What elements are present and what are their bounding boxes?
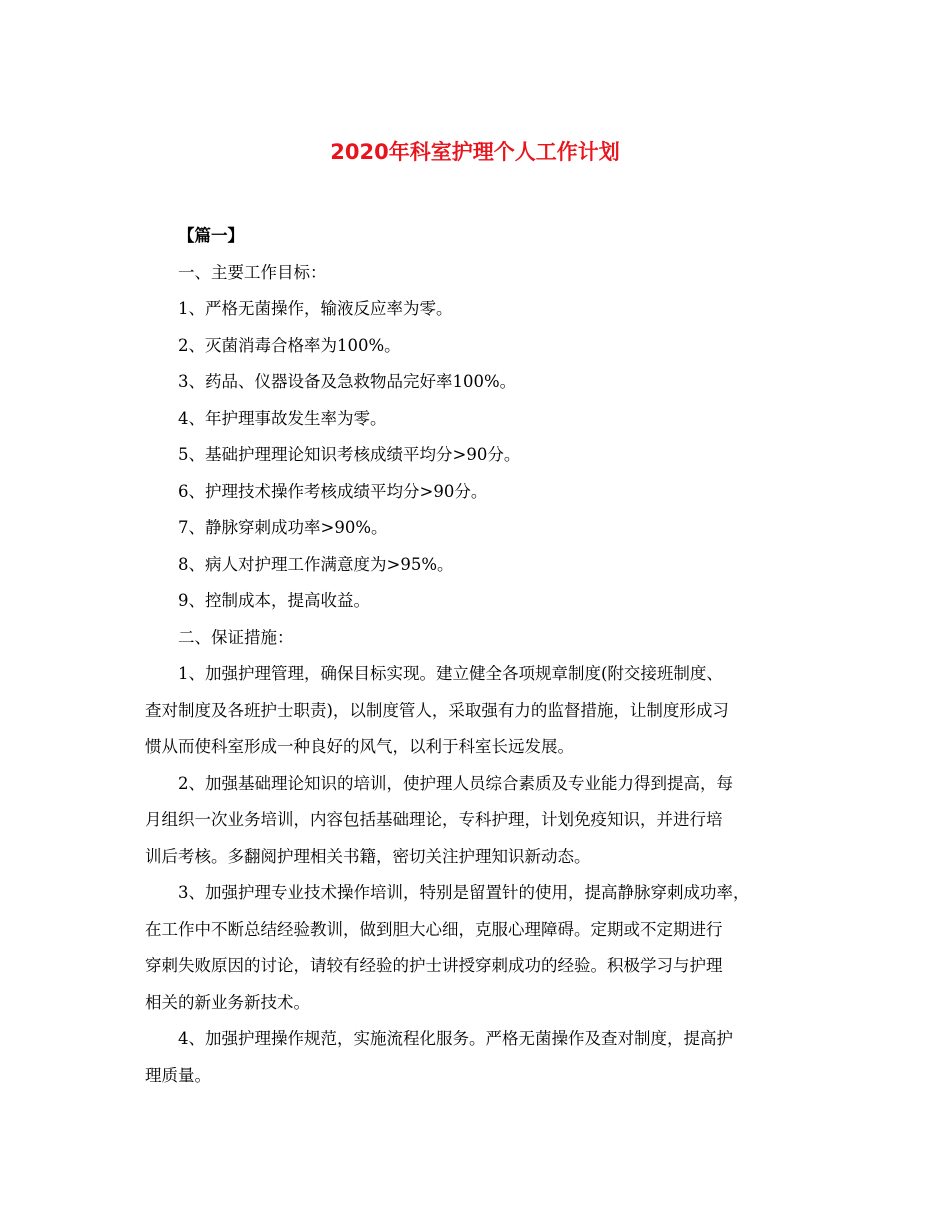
paragraph-line: 穿刺失败原因的讨论，请较有经验的护士讲授穿刺成功的经验。积极学习与护理 bbox=[145, 956, 723, 975]
goal-item: 9、控制成本，提高收益。 bbox=[178, 591, 370, 610]
goal-item: 8、病人对护理工作满意度为>95%。 bbox=[178, 554, 454, 574]
goal-item: 1、严格无菌操作，输液反应率为零。 bbox=[178, 299, 453, 318]
paragraph-line: 训后考核。多翻阅护理相关书籍，密切关注护理知识新动态。 bbox=[145, 846, 591, 866]
paragraph-line: 1、加强护理管理，确保目标实现。建立健全各项规章制度(附交接班制度、 bbox=[178, 664, 723, 683]
paragraph-line: 2、加强基础理论知识的培训，使护理人员综合素质及专业能力得到提高，每 bbox=[178, 773, 733, 793]
goal-item: 5、基础护理理论知识考核成绩平均分>90分。 bbox=[178, 445, 521, 464]
goal-item: 4、年护理事故发生率为零。 bbox=[178, 408, 387, 428]
paragraph-line: 月组织一次业务培训，内容包括基础理论，专科护理，计划免疫知识，并进行培 bbox=[145, 810, 723, 829]
paragraph-line: 查对制度及各班护士职责)，以制度管人，采取强有力的监督措施，让制度形成习 bbox=[145, 700, 729, 720]
goal-item: 7、静脉穿刺成功率>90%。 bbox=[178, 518, 388, 537]
measure-paragraph-1 bbox=[145, 656, 810, 766]
goals-list bbox=[145, 291, 810, 620]
paragraph-line: 4、加强护理操作规范，实施流程化服务。严格无菌操作及查对制度，提高护 bbox=[178, 1029, 733, 1048]
paragraph-line: 相关的新业务新技术。 bbox=[145, 992, 310, 1012]
heading-goals: 一、主要工作目标： bbox=[178, 262, 327, 282]
goal-item: 6、护理技术操作考核成绩平均分>90分。 bbox=[178, 481, 488, 501]
paragraph-line: 理质量。 bbox=[145, 1065, 211, 1085]
paragraph-line: 惯从而使科室形成一种良好的风气，以利于科室长远发展。 bbox=[145, 737, 574, 756]
document-body bbox=[145, 218, 810, 1094]
section-tag: 【篇一】 bbox=[178, 226, 244, 245]
measure-paragraph-2 bbox=[145, 766, 810, 876]
goal-item: 3、药品、仪器设备及急救物品完好率100%。 bbox=[178, 372, 517, 391]
paragraph-line: 3、加强护理专业技术操作培训，特别是留置针的使用，提高静脉穿刺成功率， bbox=[178, 883, 750, 902]
document-title: 2020年科室护理个人工作计划 bbox=[330, 140, 620, 164]
goal-item: 2、灭菌消毒合格率为100%。 bbox=[178, 335, 401, 355]
heading-measures: 二、保证措施： bbox=[178, 627, 294, 647]
measure-paragraph-4 bbox=[145, 1021, 810, 1094]
measure-paragraph-3 bbox=[145, 875, 810, 1021]
paragraph-line: 在工作中不断总结经验教训，做到胆大心细，克服心理障碍。定期或不定期进行 bbox=[145, 919, 723, 939]
